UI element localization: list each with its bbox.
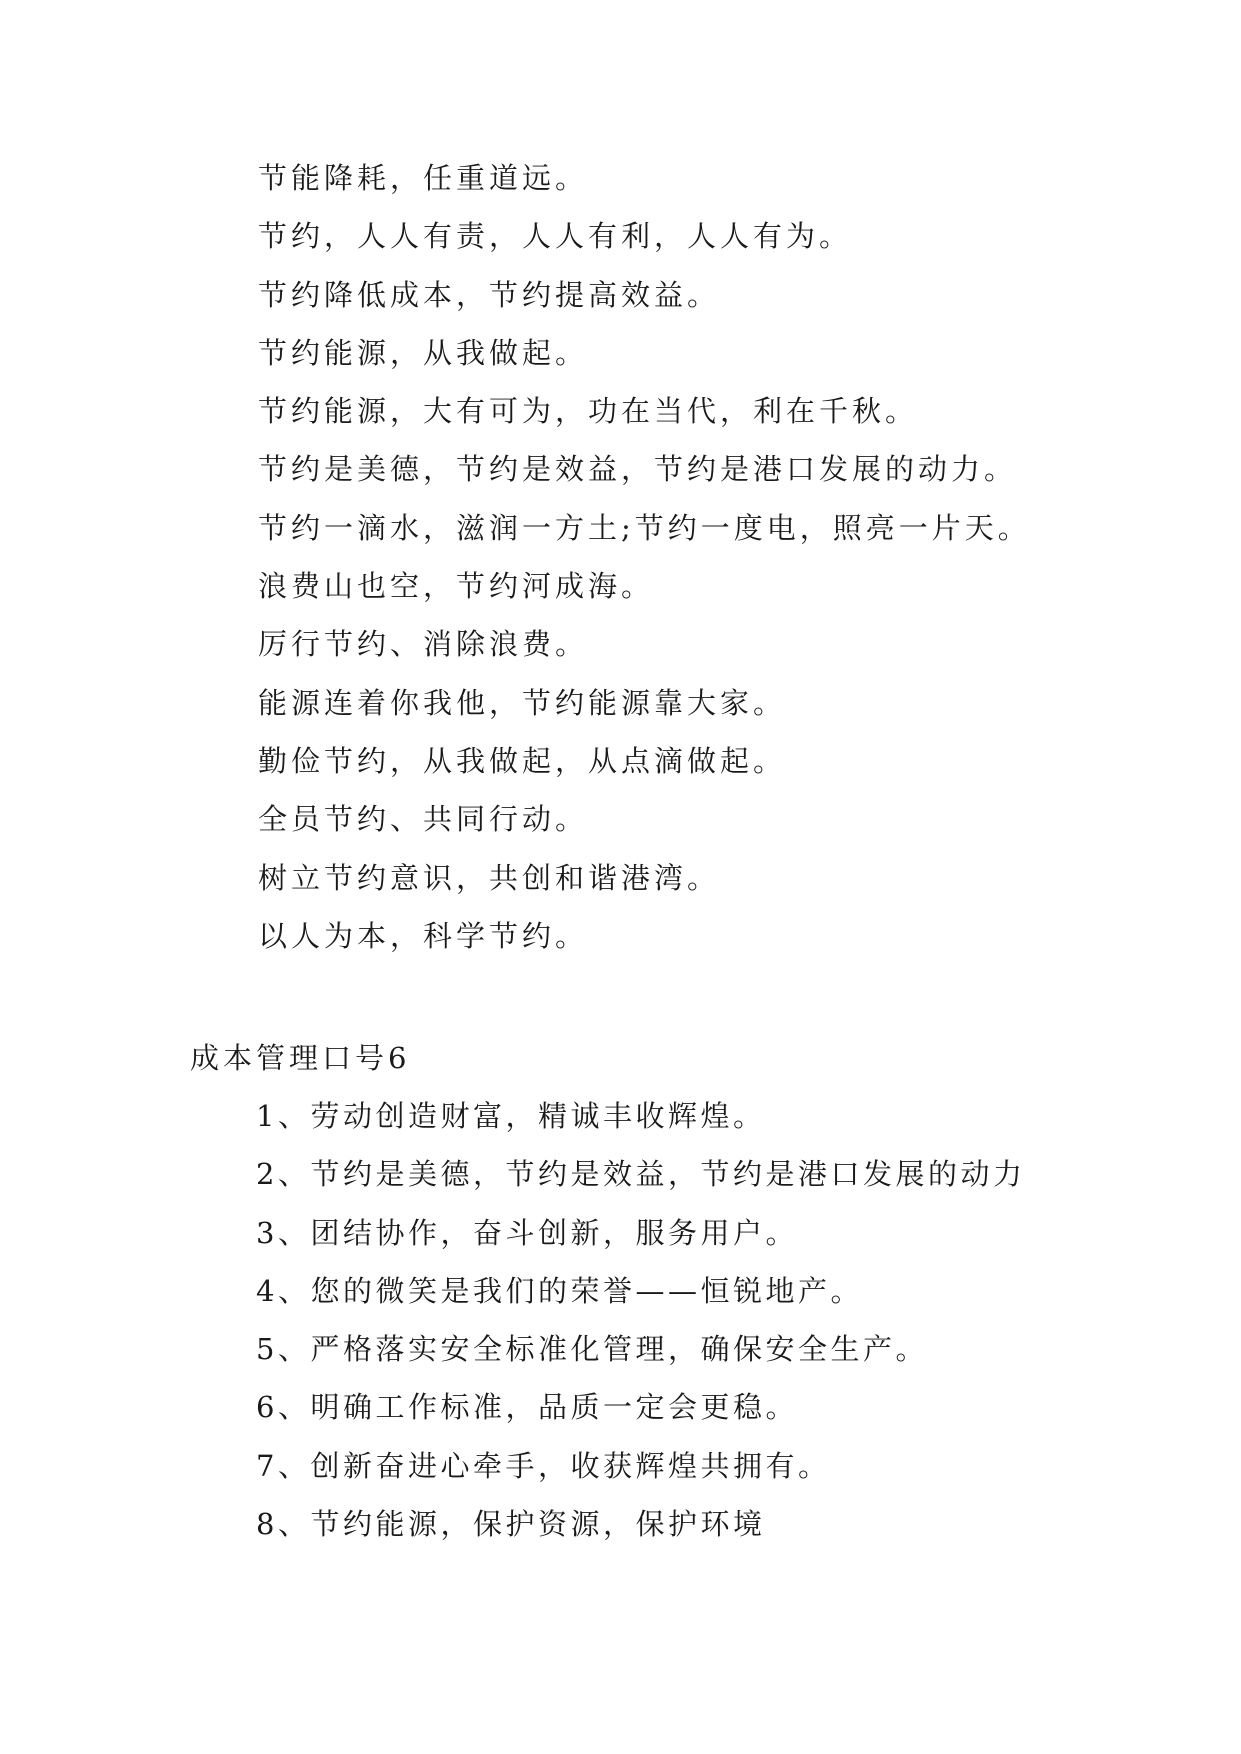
numbered-slogan: 3、团结协作，奋斗创新，服务用户。 [256,1215,798,1250]
slogan-line: 节约降低成本，节约提高效益。 [258,277,721,312]
slogan-line: 能源连着你我他，节约能源靠大家。 [258,685,787,720]
numbered-slogan: 4、您的微笑是我们的荣誉——恒锐地产。 [256,1273,863,1308]
slogan-line: 浪费山也空，节约河成海。 [258,569,655,604]
numbered-slogan-list [256,1096,1206,1562]
slogan-line: 全员节约、共同行动。 [258,802,589,837]
slogan-list [258,158,1158,974]
numbered-slogan: 7、创新奋进心牵手，收获辉煌共拥有。 [256,1448,831,1483]
numbered-slogan: 2、节约是美德，节约是效益，节约是港口发展的动力 [256,1157,1026,1192]
slogan-line: 勤俭节约，从我做起，从点滴做起。 [258,743,787,778]
slogan-line: 节约，人人有责，人人有利，人人有为。 [258,219,853,254]
slogan-line: 节约一滴水，滋润一方土;节约一度电，照亮一片天。 [258,510,1031,545]
slogan-line: 以人为本，科学节约。 [258,918,589,953]
numbered-slogan: 8、节约能源，保护资源，保护环境 [256,1507,766,1542]
numbered-slogan: 1、劳动创造财富，精诚丰收辉煌。 [256,1099,766,1133]
slogan-line: 节约能源，从我做起。 [258,335,589,370]
section-heading: 成本管理口号6 [190,1041,411,1075]
numbered-slogan: 6、明确工作标准，品质一定会更稳。 [256,1390,798,1425]
slogan-line: 树立节约意识，共创和谐港湾。 [258,860,721,895]
slogan-line: 节约能源，大有可为，功在当代，利在千秋。 [258,394,919,429]
numbered-slogan: 5、严格落实安全标准化管理，确保安全生产。 [256,1332,928,1367]
slogan-line: 节约是美德，节约是效益，节约是港口发展的动力。 [258,452,1018,487]
slogan-line: 节能降耗，任重道远。 [258,161,589,195]
slogan-line: 厉行节约、消除浪费。 [258,627,589,662]
